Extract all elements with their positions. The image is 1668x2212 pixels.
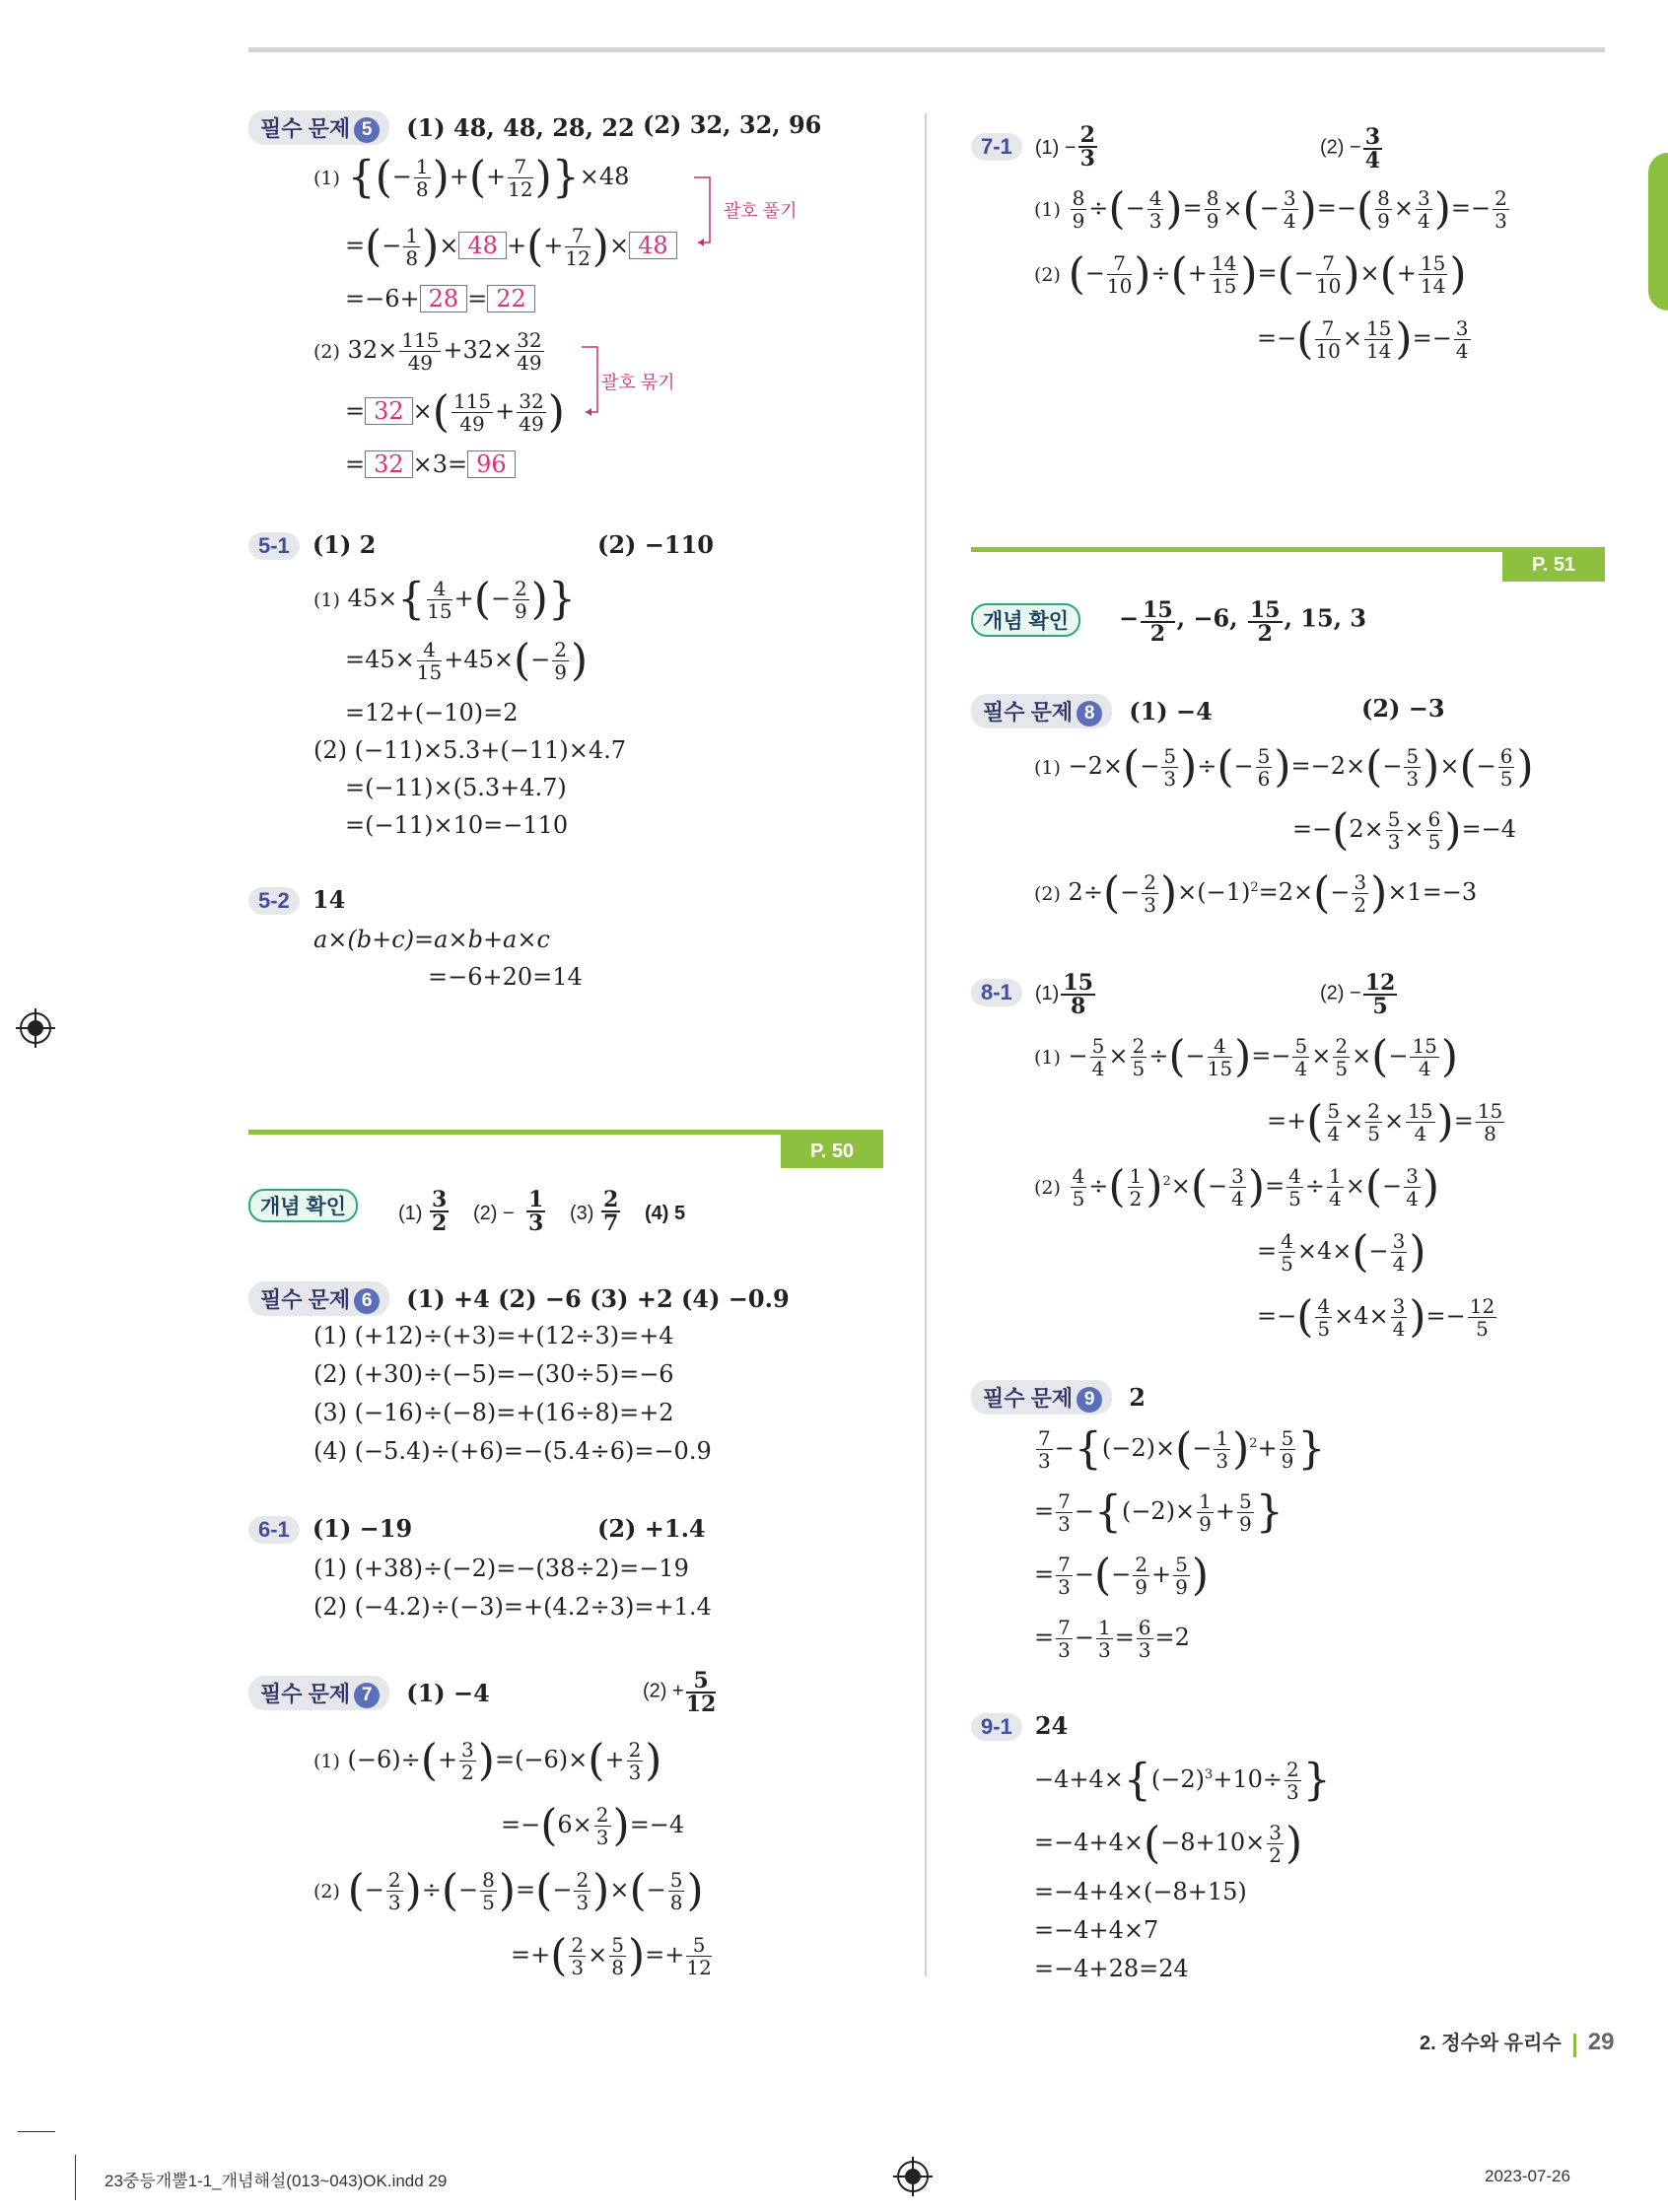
problem-9-header: 필수 문제 9 2	[971, 1380, 1146, 1415]
p6-line4: (4) (−5.4)÷(+6)=−(5.4÷6)=−0.9	[313, 1437, 712, 1465]
problem-6-1-header: 6-1 (1) −19 (2) +1.4	[248, 1514, 412, 1544]
note-unparen: 괄호 풀기	[724, 201, 798, 221]
p5-1-step5: =(−11)×(5.3+4.7)	[345, 774, 567, 801]
p7-step3: (2) (− $\frac{2}{3}$ )÷(− $\frac{8}{5}$ )=(− $\frac{2}{3}$ )×(− $\frac{5}{8}$ )	[313, 1865, 704, 1916]
p5-step2: =(− $\frac{1}{8}$ )× 48 +(+ $\frac{7}{12}$ )× 48	[345, 225, 677, 269]
p7-1-step2: (2) (− $\frac{7}{10}$ )÷(+ $\frac{14}{15}$ )=(− $\frac{7}{10}$ )×(+ $\frac{15}{14}$ )	[1034, 248, 1467, 300]
p6-1-line2: (2) (−4.2)÷(−3)=+(4.2÷3)=+1.4	[313, 1593, 712, 1621]
p6-1-line1: (1) (+38)÷(−2)=−(38÷2)=−19	[313, 1555, 689, 1582]
p5-step6: = 32 ×3= 96	[345, 448, 516, 481]
answer-2: (2) 32, 32, 96	[643, 110, 822, 139]
p6-line2: (2) (+30)÷(−5)=−(30÷5)=−6	[313, 1360, 674, 1388]
left-column	[248, 0, 889, 2212]
p6-line3: (3) (−16)÷(−8)=+(16÷8)=+2	[313, 1399, 674, 1426]
must-problem-badge: 필수 문제 5	[248, 110, 389, 145]
problem-7-1-header: 7-1 (1) − $\frac{2}{3}$ (2) − $\frac{3}{4}$	[971, 126, 1099, 172]
blank-box: 32	[365, 397, 413, 425]
p9-1-step5: =−4+28=24	[1034, 1955, 1189, 1982]
p5-step3: =−6+ 28 = 22	[345, 282, 535, 315]
answer-1: (1) 48, 48, 28, 22	[406, 113, 635, 142]
p5-2-step2: =−6+20=14	[428, 963, 583, 991]
concept-check-left: 개념 확인 (1) 3 2 (2) − 1 3 (3) 2 7 (4) 5	[248, 1189, 358, 1222]
problem-8-header: 필수 문제 8 (1) −4 (2) −3	[971, 694, 1213, 728]
page-tab: P. 50	[781, 1135, 883, 1168]
concept-check-right: 개념 확인 − $\frac{15}{2}$ , −6, $\frac{15}{2}$ , 15, 3	[971, 603, 1080, 637]
p7-1-step3: =−( $\frac{7}{10}$ × $\frac{15}{14}$ )=− $\frac{3}{4}$	[1257, 313, 1469, 365]
registration-mark	[897, 2161, 929, 2192]
p5-1-step6: =(−11)×10=−110	[345, 811, 569, 839]
p9-step2: = $\frac{7}{3}$ −{(−2)× $\frac{1}{9}$ + $\frac{5}{9}$ }	[1034, 1486, 1284, 1538]
blank-box: 96	[467, 450, 516, 478]
blank-box: 48	[458, 232, 507, 259]
p7-step4: =+( $\frac{2}{3}$ × $\frac{5}{8}$ )=+ $\frac{5}{12}$	[511, 1930, 712, 1981]
footer-divider	[1573, 2034, 1576, 2057]
p9-1-step4: =−4+4×7	[1034, 1916, 1159, 1944]
p9-step1: $\frac{7}{3}$ −{(−2)×(− $\frac{1}{3}$ )$^2$+ $\frac{5}{9}$ }	[1038, 1423, 1326, 1475]
problem-5-2-header: 5-2 14	[248, 885, 345, 915]
p8-1-step1: (1) − $\frac{5}{4}$ × $\frac{2}{5}$ ÷(− $\frac{4}{15}$ )=− $\frac{5}{4}$ × $\frac{2}{5}$ ×(− $\frac{15}{4}$ )	[1034, 1031, 1459, 1082]
p8-step1: (1) −2×(− $\frac{5}{3}$ )÷(− $\frac{5}{6}$ )=−2×(− $\frac{5}{3}$ )×(− $\frac{6}{5}$ )	[1034, 741, 1534, 793]
bracket-arrow	[692, 175, 722, 254]
p7-step1: (1) (−6)÷(+ $\frac{3}{2}$ )=(−6)×(+ $\frac{2}{3}$ )	[313, 1735, 662, 1786]
p9-step4: = $\frac{7}{3}$ − $\frac{1}{3}$ = $\frac{6}{3}$ =2	[1034, 1616, 1190, 1662]
problem-5-1-header: 5-1 (1) 2 (2) −110	[248, 530, 376, 560]
p5-2-step1: a×(b+c)=a×b+a×c	[313, 926, 550, 953]
p9-1-step3: =−4+4×(−8+15)	[1034, 1878, 1247, 1905]
problem-5-header	[248, 110, 822, 145]
registration-mark	[20, 1012, 51, 1044]
crop-mark	[18, 2131, 55, 2132]
p5-1-step1: (1) 45×{ $\frac{4}{15}$ +(− $\frac{2}{9}$ )}	[313, 574, 576, 625]
problem-6-header: 필수 문제 6 (1) +4 (2) −6 (3) +2 (4) −0.9	[248, 1281, 790, 1316]
p7-step2: =−(6× $\frac{2}{3}$ )=−4	[501, 1800, 685, 1851]
p5-1-step2: =45× $\frac{4}{15}$ +45×(− $\frac{2}{9}$ )	[345, 635, 589, 686]
blank-box: 22	[487, 285, 535, 312]
p5-step5: = 32 ×( $\frac{115}{49}$ + $\frac{32}{49}$ )	[345, 386, 565, 438]
side-tab	[1648, 153, 1668, 311]
crop-mark	[75, 2155, 76, 2200]
print-date: 2023-07-26	[1485, 2167, 1570, 2185]
p5-1-step4: (2) (−11)×5.3+(−11)×4.7	[313, 736, 627, 764]
right-column	[971, 0, 1607, 2212]
p9-step3: = $\frac{7}{3}$ −(− $\frac{2}{9}$ + $\frac{5}{9}$ )	[1034, 1550, 1209, 1601]
blank-box: 48	[629, 232, 677, 259]
p8-1-step2: =+( $\frac{5}{4}$ × $\frac{2}{5}$ × $\frac{15}{4}$ )= $\frac{15}{8}$	[1267, 1096, 1503, 1147]
p9-1-step1: $-4+4\times\{(-2)^3+10\div$ $\frac{2}{3}$ }	[1034, 1755, 1331, 1806]
problem-7-header: 필수 문제 7 (1) −4 (2) + $\frac{5}{12}$	[248, 1676, 490, 1710]
problem-9-1-header: 9-1 24	[971, 1711, 1068, 1741]
p5-step4: (2) 32× $\frac{115}{49}$ +32× $\frac{32}{49}$	[313, 328, 542, 375]
p9-1-step2: =−4+4×(−8+10× $\frac{3}{2}$ )	[1034, 1818, 1303, 1869]
column-divider	[925, 113, 927, 1976]
p8-1-step3: (2) $\frac{4}{5}$ ÷( $\frac{1}{2}$ )$^2$×(− $\frac{3}{4}$ )= $\frac{4}{5}$ ÷ $\frac{1}{4}$ ×(− $\frac{3}{4}$ )	[1034, 1161, 1440, 1212]
blank-box: 32	[365, 450, 413, 478]
page-footer	[1420, 2027, 1614, 2057]
p8-step3: (2) 2÷(− $\frac{2}{3}$ )$\times(-1)^2=2\times(-$ $\frac{3}{2}$ )×1=−3	[1034, 867, 1478, 919]
page-tab: P. 51	[1502, 548, 1605, 582]
page-number: 29	[1587, 2029, 1615, 2055]
blank-box: 28	[420, 285, 468, 312]
problem-8-1-header: 8-1 (1) $\frac{15}{8}$ (2) − $\frac{12}{5}$	[971, 972, 1097, 1017]
p8-1-step5: =−( $\frac{4}{5}$ ×4× $\frac{3}{4}$ )=− $\frac{12}{5}$	[1257, 1291, 1495, 1343]
p8-step2: =−(2× $\frac{5}{3}$ × $\frac{6}{5}$ )=−4	[1292, 804, 1517, 856]
chapter-title: 2. 정수와 유리수	[1420, 2033, 1562, 2054]
p7-1-step1: (1) $\frac{8}{9}$ ÷(− $\frac{4}{3}$ )= $\frac{8}{9}$ ×(− $\frac{3}{4}$ )=−( $\frac{8}{9}$ × $\frac{3}{4}$ )=− $\frac{2}{3}$	[1034, 183, 1507, 235]
p8-1-step4: = $\frac{4}{5}$ ×4×(− $\frac{3}{4}$ )	[1257, 1226, 1426, 1278]
p6-line1: (1) (+12)÷(+3)=+(12÷3)=+4	[313, 1322, 674, 1349]
note-paren: 괄호 묶기	[601, 373, 675, 392]
p5-1-step3: =12+(−10)=2	[345, 699, 519, 726]
p5-step1: (1) {(− $\frac{1}{8}$ )+(+ $\frac{7}{12}$ )}×48	[313, 152, 630, 203]
print-file-info: 23중등개뿔1-1_개념해설(013~043)OK.indd 29	[104, 2172, 448, 2190]
